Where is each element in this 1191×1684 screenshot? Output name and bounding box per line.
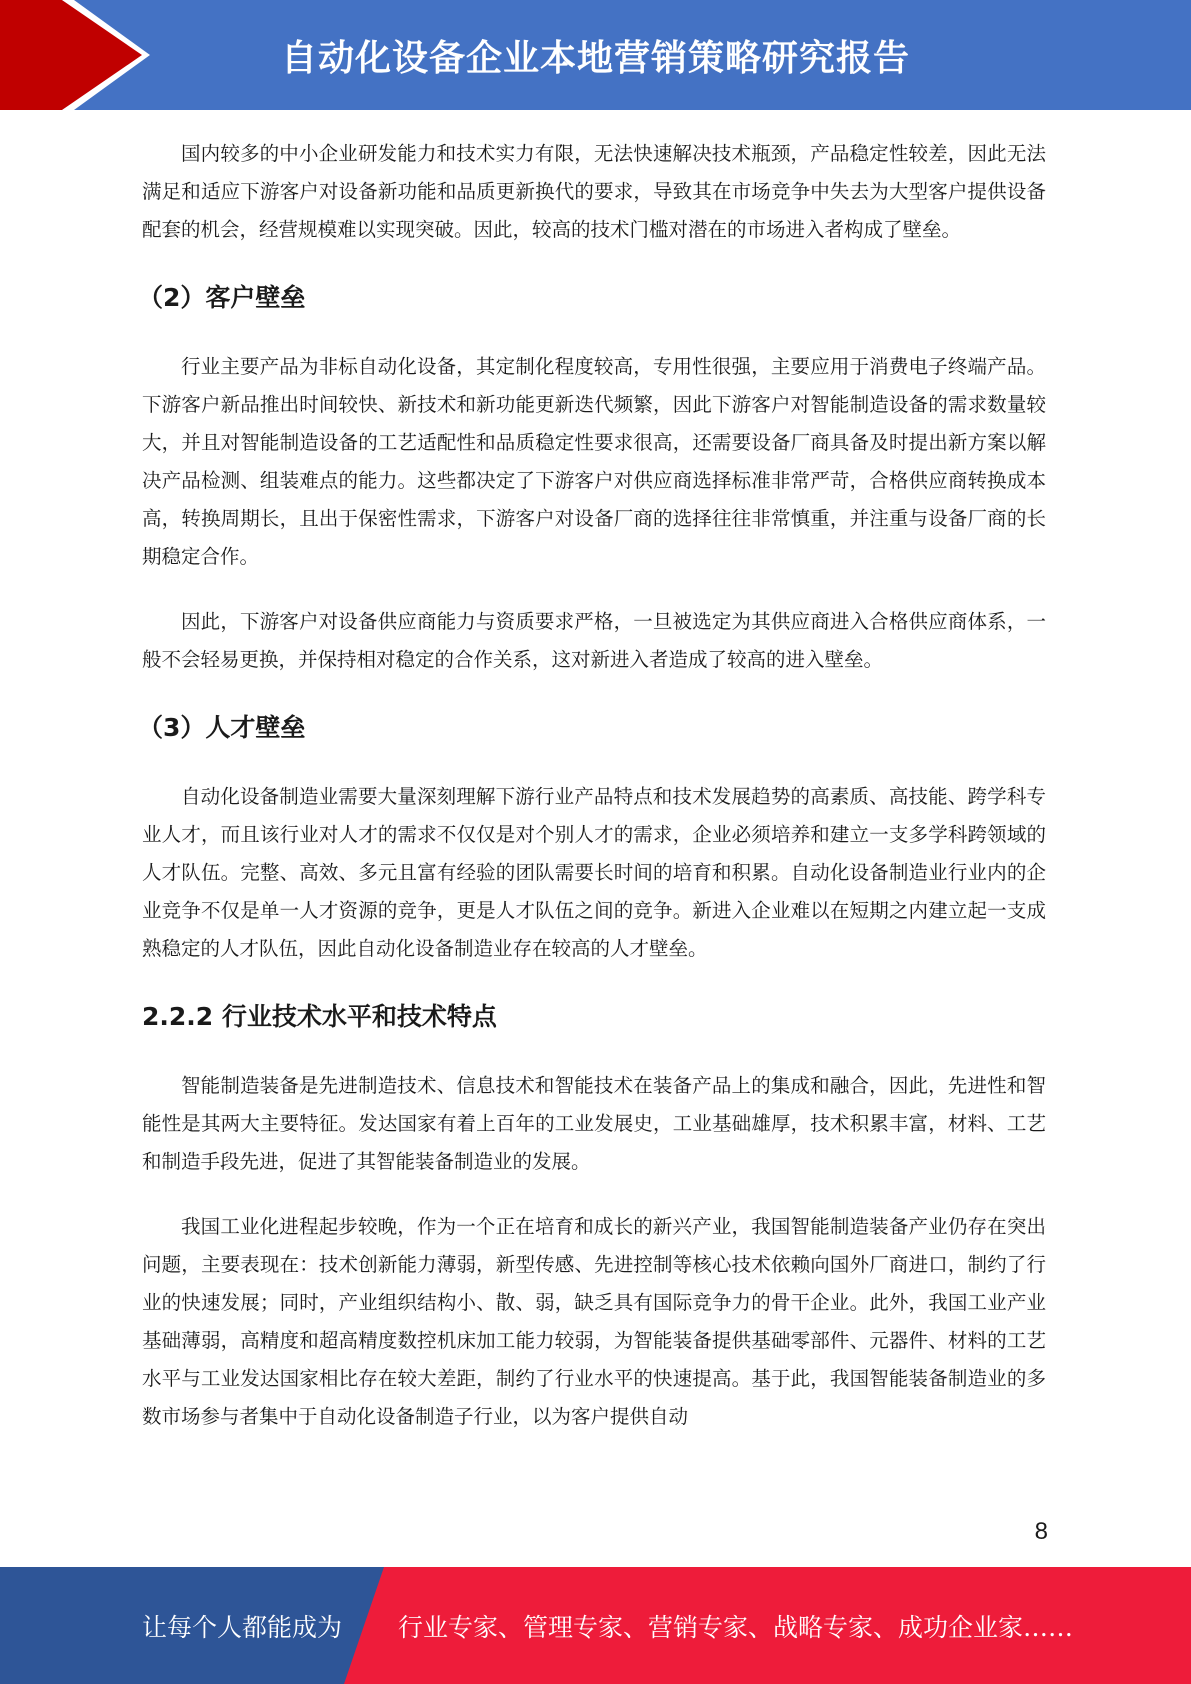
subheading-talent-barrier: （3）人才壁垒: [138, 713, 306, 742]
paragraph: 我国工业化进程起步较晚，作为一个正在培育和成长的新兴产业，我国智能制造装备产业仍存在突出问题，主要表现在：技术创新能力薄弱，新型传感、先进控制等核心技术依赖向国外厂商进口，制约了行业的快速发展；同时，产业组织结构小、散、弱，缺乏具有国际竞争力的骨干企业。此外，我国工业产业基础薄弱，高精度和超高精度数控机床加工能力较弱，为智能装备提供基础零部件、元器件、材料的工艺水平与工业发达国家相比存在较大差距，制约了行业水平的快速提高。基于此，我国智能装备制造业的多数市场参与者集中于自动化设备制造子行业，以为客户提供自动: [142, 1215, 1046, 1428]
page-number: 8: [1034, 1518, 1048, 1545]
report-title: 自动化设备企业本地营销策略研究报告: [280, 37, 910, 79]
page-header: [0, 0, 1191, 110]
paragraph: 自动化设备制造业需要大量深刻理解下游行业产品特点和技术发展趋势的高素质、高技能、跨学科专业人才，而且该行业对人才的需求不仅仅是对个别人才的需求，企业必须培养和建立一支多学科跨领域的人才队伍。完整、高效、多元且富有经验的团队需要长时间的培育和积累。自动化设备制造业行业内的企业竞争不仅是单一人才资源的竞争，更是人才队伍之间的竞争。新进入企业难以在短期之内建立起一支成熟稳定的人才队伍，因此自动化设备制造业存在较高的人才壁垒。: [142, 785, 1046, 960]
paragraph: 行业主要产品为非标自动化设备，其定制化程度较高，专用性很强，主要应用于消费电子终端产品。下游客户新品推出时间较快、新技术和新功能更新迭代频繁，因此下游客户对智能制造设备的需求数量较大，并且对智能制造设备的工艺适配性和品质稳定性要求很高，还需要设备厂商具备及时提出新方案以解决产品检测、组装难点的能力。这些都决定了下游客户对供应商选择标准非常严苛，合格供应商转换成本高，转换周期长，且出于保密性需求，下游客户对设备厂商的选择往往非常慎重，并注重与设备厂商的长期稳定合作。: [142, 355, 1046, 568]
document-body: [138, 135, 1046, 1463]
subheading-customer-barrier: （2）客户壁垒: [138, 283, 306, 312]
paragraph: 国内较多的中小企业研发能力和技术实力有限，无法快速解决技术瓶颈，产品稳定性较差，因此无法满足和适应下游客户对设备新功能和品质更新换代的要求，导致其在市场竞争中失去为大型客户提供设备配套的机会，经营规模难以实现突破。因此，较高的技术门槛对潜在的市场进入者构成了壁垒。: [142, 142, 1046, 241]
page-footer: [0, 1567, 1191, 1684]
red-chevron-icon: [0, 0, 160, 110]
paragraph: 因此，下游客户对设备供应商能力与资质要求严格，一旦被选定为其供应商进入合格供应商体系，一般不会轻易更换，并保持相对稳定的合作关系，这对新进入者造成了较高的进入壁垒。: [142, 610, 1046, 671]
section-heading: 2.2.2 行业技术水平和技术特点: [142, 1002, 497, 1031]
footer-slogan-left: 让每个人都能成为: [142, 1612, 343, 1642]
paragraph: 智能制造装备是先进制造技术、信息技术和智能技术在装备产品上的集成和融合，因此，先进性和智能性是其两大主要特征。发达国家有着上百年的工业发展史，工业基础雄厚，技术积累丰富，材料、工艺和制造手段先进，促进了其智能装备制造业的发展。: [142, 1074, 1046, 1173]
footer-slogan-right: 行业专家、管理专家、营销专家、战略专家、成功企业家……: [398, 1612, 1074, 1642]
